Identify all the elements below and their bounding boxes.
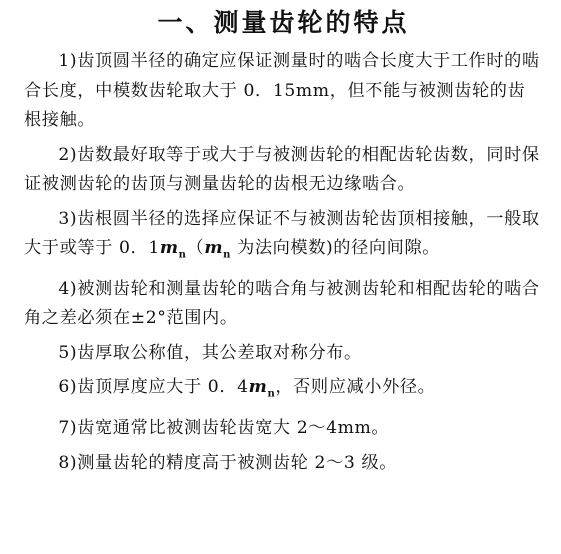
normal-module-symbol (159, 238, 187, 261)
normal-module-letter-item-6: m (248, 377, 268, 398)
list-item-3-part-1: 3)齿根圆半径的选择应保证不与被测齿轮齿顶相接触，一般取大于或等于 0．1 (24, 208, 540, 258)
list-item-2: 2)齿数最好取等于或大于与被测齿轮的相配齿轮齿数，同时保证被测齿轮的齿顶与测量齿轮的齿根无边缘啮合。 (24, 144, 540, 194)
normal-module-letter-repeat: m (204, 238, 224, 258)
normal-module-subscript-item-6: n (267, 388, 276, 400)
list-item-5: 5)齿厚取公称值，其公差取对称分布。 (58, 342, 362, 363)
list-item-6-part-2: ，否则应减小外径。 (275, 377, 436, 398)
normal-module-subscript-repeat: n (223, 249, 231, 261)
list-item-8: 8)测量齿轮的精度高于被测齿轮 2～3 级。 (58, 452, 398, 473)
normal-module-subscript: n (178, 249, 187, 261)
list-item-3 (24, 205, 543, 270)
list-item-4: 4)被测齿轮和测量齿轮的啮合角与被测齿轮和相配齿轮的啮合角之差必须在±2°范围内。 (24, 278, 540, 329)
section-title: 一、测量齿轮的特点 (157, 8, 410, 37)
list-item-1: 1)齿顶圆半径的确定应保证测量时的啮合长度大于工作时的啮合长度，中模数齿轮取大于 0．15mm，但不能与被测齿轮的齿根接触。 (24, 51, 540, 130)
list-item-6 (24, 373, 543, 409)
normal-module-letter: m (159, 238, 179, 258)
list-item-3-part-3: 为法向模数)的径向间隙。 (231, 238, 441, 258)
list-item-3-part-2: （ (186, 238, 205, 258)
feature-list (24, 47, 543, 478)
normal-module-symbol-repeat (204, 238, 231, 261)
list-item-7: 7)齿宽通常比被测齿轮齿宽大 2～4mm。 (58, 418, 390, 439)
list-item-6-part-1: 6)齿顶厚度应大于 0．4 (58, 377, 249, 398)
normal-module-symbol-item-6 (248, 377, 276, 400)
